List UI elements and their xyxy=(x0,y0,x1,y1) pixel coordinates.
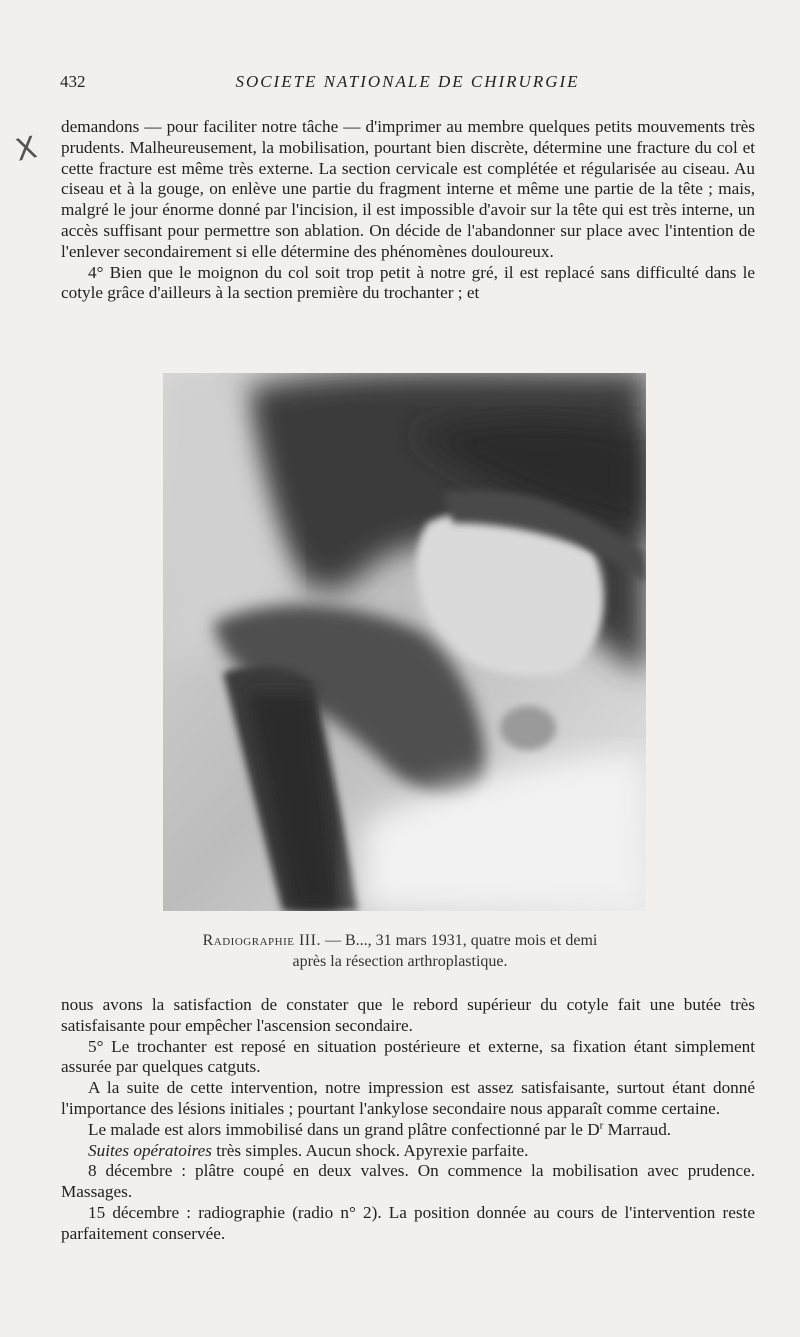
paragraph: demandons — pour faciliter notre tâche — d'imprimer au membre quelques petits mouvements très prudents. Malheureusement, la mobilisation, pourtant bien discrète, détermine une fracture du col et cette fracture est même très externe. La section cervicale est complétée et régularisée au ciseau. Au ciseau et à la gouge, on enlève une partie du fragment interne et même une partie de la tête ; mais, malgré le jour énorme donné par l'incision, il est impossible d'avoir sur la tête qui est très interne, un accès suffisant pour permettre son ablation. On décide de l'abandonner sur place avec l'intention de l'enlever secondairement si elle détermine des phénomènes douloureux. xyxy=(61,117,755,261)
caption-line-1 xyxy=(100,930,700,951)
paragraph: nous avons la satisfaction de constater que le rebord supérieur du cotyle fait une butée très satisfaisante pour empêcher l'ascension secondaire. xyxy=(61,995,755,1035)
paragraph: 15 décembre : radiographie (radio n° 2). La position donnée au cours de l'intervention reste parfaitement conservée. xyxy=(61,1202,755,1243)
page-number: 432 xyxy=(60,72,86,91)
running-title: SOCIETE NATIONALE DE CHIRURGIE xyxy=(235,72,580,91)
page-header xyxy=(60,72,755,94)
paragraph xyxy=(61,1120,755,1141)
italic-heading: Suites opératoires xyxy=(88,1140,212,1160)
body-text-top xyxy=(61,117,755,304)
paragraph: 8 décembre : plâtre coupé en deux valves. On commence la mobilisation avec prudence. Massages. xyxy=(61,1161,755,1202)
paragraph-text: Marraud. xyxy=(603,1119,672,1139)
paragraph xyxy=(61,1141,755,1162)
paragraph-text: très simples. Aucun shock. Apyrexie parfaite. xyxy=(211,1140,529,1160)
superscript: r xyxy=(599,1119,604,1132)
radiograph-image xyxy=(163,373,646,911)
paragraph-text: Le malade est alors immobilisé dans un grand plâtre confectionné par le D xyxy=(88,1119,600,1139)
body-text-bottom xyxy=(61,995,755,1245)
paragraph: 5° Le trochanter est reposé en situation postérieure et externe, sa fixation étant simplement assurée par quelques catguts. xyxy=(61,1036,755,1077)
handwritten-margin-mark: X xyxy=(12,130,40,169)
paragraph: A la suite de cette intervention, notre impression est assez satisfaisante, surtout étant donné l'importance des lésions initiales ; pourtant l'ankylose secondaire nous apparaît comme certaine. xyxy=(61,1078,755,1118)
caption-label: Radiographie III. xyxy=(202,932,321,949)
paragraph: 4° Bien que le moignon du col soit trop petit à notre gré, il est replacé sans difficulté dans le cotyle grâce d'ailleurs à la section première du trochanter ; et xyxy=(61,262,755,303)
caption-text: — B..., 31 mars 1931, quatre mois et demi xyxy=(320,932,598,949)
caption-line-2: après la résection arthroplastique. xyxy=(292,953,508,970)
figure-caption xyxy=(100,930,700,972)
